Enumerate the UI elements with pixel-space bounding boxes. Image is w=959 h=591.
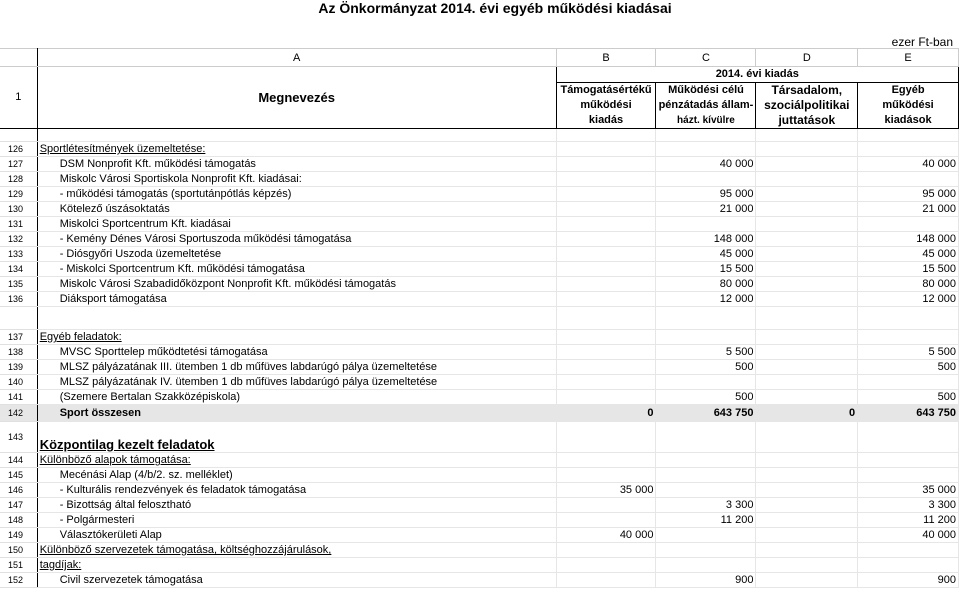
corner-cell [0,49,37,67]
cell-e[interactable]: 21 000 [858,202,959,217]
cell-name[interactable]: Különböző alapok támogatása: [37,453,556,468]
cell-c[interactable] [656,558,756,573]
cell-name[interactable]: MLSZ pályázatának IV. ütemben 1 db műfüves labdarúgó pálya üzemeltetése [37,375,556,390]
header-megnevezes: Megnevezés [37,67,556,129]
table-row [0,375,959,390]
header-col-e-l2: működési [882,99,934,111]
header-col-e-l3: kiadások [884,114,932,126]
row-number: 144 [0,453,37,468]
cell-d[interactable] [756,422,858,453]
table-row [0,292,959,307]
cell-name[interactable]: - Polgármesteri [37,513,556,528]
cell-c[interactable]: 40 000 [656,157,756,172]
cell-d[interactable] [756,129,858,142]
cell-c[interactable]: 45 000 [656,247,756,262]
cell-c[interactable] [656,375,756,390]
cell-name[interactable]: tagdíjak: [37,558,556,573]
cell-b[interactable] [556,513,656,528]
cell-b[interactable] [556,292,656,307]
cell-d[interactable] [756,483,858,498]
table-row [0,558,959,573]
row-number: 150 [0,543,37,558]
cell-name[interactable]: DSM Nonprofit Kft. működési támogatás [37,157,556,172]
header-col-d-l2: szociálpolitikai [764,98,850,112]
row-number: 142 [0,405,37,422]
cell-b[interactable] [556,262,656,277]
cell-b[interactable] [556,277,656,292]
cell-c[interactable] [656,142,756,157]
row-number: 136 [0,292,37,307]
cell-b[interactable] [556,345,656,360]
col-letter-b[interactable]: B [556,49,656,67]
cell-d[interactable] [756,468,858,483]
cell-b[interactable] [556,453,656,468]
cell-c[interactable] [656,483,756,498]
row-number: 147 [0,498,37,513]
cell-c[interactable]: 11 200 [656,513,756,528]
cell-d[interactable] [756,558,858,573]
cell-d[interactable] [756,375,858,390]
col-letter-e[interactable]: E [858,49,959,67]
cell-name[interactable]: (Szemere Bertalan Szakközépiskola) [37,390,556,405]
cell-e[interactable] [858,172,959,187]
header-col-c-l3: házt. kívülre [677,115,735,126]
cell-d[interactable] [756,217,858,232]
header-col-c-l1: Működési célú [668,84,744,96]
table-row [0,232,959,247]
cell-e[interactable]: 900 [858,573,959,588]
cell-d[interactable] [756,528,858,543]
cell-b[interactable] [556,307,656,330]
row-number: 134 [0,262,37,277]
cell-e[interactable]: 45 000 [858,247,959,262]
cell-name[interactable]: Sportlétesítmények üzemeltetése: [37,142,556,157]
cell-c[interactable] [656,330,756,345]
col-letter-d[interactable]: D [756,49,858,67]
table-row [0,498,959,513]
header-spacer-row [0,129,959,142]
table-row [0,528,959,543]
cell-e[interactable]: 3 300 [858,498,959,513]
cell-e[interactable] [858,558,959,573]
cell-name[interactable]: - Kemény Dénes Városi Sportuszoda működési támogatása [37,232,556,247]
cell-e[interactable] [858,543,959,558]
table-row [0,573,959,588]
cell-d[interactable] [756,453,858,468]
header-col-e-l1: Egyéb [891,84,925,96]
unit-label: ezer Ft-ban [891,35,953,49]
cell-c[interactable]: 500 [656,360,756,375]
cell-name[interactable]: Választókerületi Alap [37,528,556,543]
header-col-c [656,83,756,129]
row-number: 130 [0,202,37,217]
table-row [0,513,959,528]
cell-a[interactable] [37,129,556,142]
cell-d[interactable] [756,345,858,360]
cell-b[interactable] [556,558,656,573]
row-number [0,307,37,330]
cell-d[interactable] [756,202,858,217]
header-row-number: 1 [0,67,37,129]
cell-b[interactable] [556,142,656,157]
budget-table [0,48,959,588]
table-row [0,157,959,172]
cell-c[interactable] [656,217,756,232]
cell-e[interactable]: 11 200 [858,513,959,528]
cell-b[interactable] [556,468,656,483]
cell-name[interactable]: Sport összesen [37,405,556,422]
cell-b[interactable] [556,232,656,247]
cell-name[interactable]: Kötelező úszásoktatás [37,202,556,217]
cell-d[interactable] [756,142,858,157]
row-number: 149 [0,528,37,543]
cell-e[interactable] [858,142,959,157]
cell-c[interactable] [656,172,756,187]
header-group: 2014. évi kiadás [556,67,958,83]
cell-e[interactable]: 643 750 [858,405,959,422]
row-number: 140 [0,375,37,390]
table-row [0,345,959,360]
header-col-d [756,83,858,129]
row-number: 148 [0,513,37,528]
table-row [0,202,959,217]
cell-e[interactable]: 80 000 [858,277,959,292]
cell-name[interactable]: MLSZ pályázatának III. ütemben 1 db műfüves labdarúgó pálya üzemeltetése [37,360,556,375]
cell-d[interactable] [756,498,858,513]
cell-c[interactable]: 148 000 [656,232,756,247]
cell-e[interactable] [858,375,959,390]
cell-c[interactable] [656,528,756,543]
cell-b[interactable]: 35 000 [556,483,656,498]
cell-c[interactable]: 12 000 [656,292,756,307]
cell-b[interactable] [556,330,656,345]
cell-e[interactable]: 40 000 [858,157,959,172]
spacer-row [0,307,959,330]
row-number: 132 [0,232,37,247]
row-number: 139 [0,360,37,375]
cell-e[interactable] [858,422,959,453]
row-number [0,129,37,142]
cell-name[interactable]: Diáksport támogatása [37,292,556,307]
cell-b[interactable] [556,573,656,588]
cell-e[interactable] [858,330,959,345]
col-letter-c[interactable]: C [656,49,756,67]
cell-b[interactable] [556,157,656,172]
cell-d[interactable] [756,573,858,588]
cell-c[interactable]: 15 500 [656,262,756,277]
cell-b[interactable] [556,498,656,513]
cell-e[interactable] [858,307,959,330]
table-row [0,543,959,558]
cell-c[interactable] [656,468,756,483]
header-col-c-l2: pénzátadás állam- [658,99,754,111]
table-row [0,360,959,375]
cell-b[interactable] [556,543,656,558]
table-row [0,262,959,277]
cell-name[interactable]: MVSC Sporttelep működtetési támogatása [37,345,556,360]
cell-name[interactable]: Központilag kezelt feladatok [37,422,556,453]
cell-e[interactable]: 35 000 [858,483,959,498]
cell-name[interactable]: Civil szervezetek támogatása [37,573,556,588]
cell-d[interactable] [756,187,858,202]
table-row [0,172,959,187]
cell-d[interactable] [756,262,858,277]
cell-e[interactable]: 500 [858,390,959,405]
cell-name[interactable]: Miskolc Városi Szabadidőközpont Nonprofit Kft. működési támogatás [37,277,556,292]
cell-c[interactable] [656,129,756,142]
row-number: 137 [0,330,37,345]
cell-name[interactable]: - Miskolci Sportcentrum Kft. működési támogatása [37,262,556,277]
header-col-b-l3: kiadás [588,114,624,126]
cell-d[interactable]: 0 [756,405,858,422]
row-number: 141 [0,390,37,405]
table-row [0,405,959,422]
cell-d[interactable] [756,292,858,307]
cell-d[interactable] [756,390,858,405]
row-number: 151 [0,558,37,573]
table-row [0,453,959,468]
row-number: 138 [0,345,37,360]
cell-d[interactable] [756,513,858,528]
cell-e[interactable] [858,453,959,468]
cell-c[interactable]: 5 500 [656,345,756,360]
cell-d[interactable] [756,172,858,187]
header-col-d-l3: juttatások [778,113,836,127]
cell-name[interactable]: Miskolci Sportcentrum Kft. kiadásai [37,217,556,232]
cell-name[interactable]: Mecénási Alap (4/b/2. sz. melléklet) [37,468,556,483]
cell-e[interactable]: 15 500 [858,262,959,277]
cell-c[interactable]: 21 000 [656,202,756,217]
cell-b[interactable] [556,360,656,375]
column-letters-row [0,49,959,67]
cell-e[interactable]: 12 000 [858,292,959,307]
header-col-b-l2: működési [580,99,632,111]
row-number: 143 [0,422,37,453]
cell-b[interactable] [556,129,656,142]
cell-c[interactable] [656,422,756,453]
cell-d[interactable] [756,360,858,375]
cell-name[interactable]: - Kulturális rendezvények és feladatok támogatása [37,483,556,498]
cell-e[interactable]: 95 000 [858,187,959,202]
cell-name[interactable]: Egyéb feladatok: [37,330,556,345]
cell-b[interactable] [556,217,656,232]
row-number: 128 [0,172,37,187]
cell-d[interactable] [756,232,858,247]
cell-b[interactable] [556,202,656,217]
cell-d[interactable] [756,157,858,172]
cell-b[interactable]: 40 000 [556,528,656,543]
cell-name[interactable]: - Diósgyőri Uszoda üzemeltetése [37,247,556,262]
cell-c[interactable]: 900 [656,573,756,588]
row-number: 135 [0,277,37,292]
cell-e[interactable]: 500 [858,360,959,375]
cell-b[interactable] [556,247,656,262]
table-row [0,142,959,157]
cell-b[interactable] [556,422,656,453]
row-number: 133 [0,247,37,262]
cell-b[interactable] [556,187,656,202]
cell-e[interactable] [858,129,959,142]
table-row [0,468,959,483]
page-title: Az Önkormányzat 2014. évi egyéb működési kiadásai [318,0,672,16]
cell-c[interactable] [656,307,756,330]
row-number: 152 [0,573,37,588]
row-number: 127 [0,157,37,172]
cell-e[interactable]: 5 500 [858,345,959,360]
header-col-b-l1: Támogatásértékű [560,84,652,96]
cell-c[interactable]: 500 [656,390,756,405]
cell-d[interactable] [756,277,858,292]
cell-d[interactable] [756,330,858,345]
col-letter-a[interactable]: A [37,49,556,67]
cell-e[interactable]: 148 000 [858,232,959,247]
header-col-d-l1: Társadalom, [771,83,843,97]
cell-b[interactable] [556,172,656,187]
row-number: 131 [0,217,37,232]
cell-d[interactable] [756,307,858,330]
cell-b[interactable]: 0 [556,405,656,422]
header-row [0,67,959,83]
cell-b[interactable] [556,390,656,405]
cell-c[interactable]: 80 000 [656,277,756,292]
table-row [0,330,959,345]
table-row [0,422,959,453]
row-number: 129 [0,187,37,202]
cell-name[interactable]: Különböző szervezetek támogatása, költséghozzájárulások, [37,543,556,558]
row-number: 145 [0,468,37,483]
row-number: 146 [0,483,37,498]
cell-c[interactable]: 95 000 [656,187,756,202]
cell-c[interactable]: 3 300 [656,498,756,513]
row-number: 126 [0,142,37,157]
cell-c[interactable] [656,453,756,468]
cell-name[interactable]: - működési támogatás (sportutánpótlás képzés) [37,187,556,202]
cell-e[interactable] [858,468,959,483]
cell-name[interactable]: - Bizottság által felosztható [37,498,556,513]
cell-c[interactable]: 643 750 [656,405,756,422]
table-row [0,277,959,292]
table-row [0,483,959,498]
cell-d[interactable] [756,543,858,558]
cell-name[interactable] [37,307,556,330]
cell-e[interactable]: 40 000 [858,528,959,543]
table-row [0,217,959,232]
table-row [0,247,959,262]
cell-c[interactable] [656,543,756,558]
cell-e[interactable] [858,217,959,232]
table-row [0,187,959,202]
cell-name[interactable]: Miskolc Városi Sportiskola Nonprofit Kft. kiadásai: [37,172,556,187]
table-row [0,390,959,405]
cell-d[interactable] [756,247,858,262]
header-col-e [858,83,959,129]
header-col-b [556,83,656,129]
cell-b[interactable] [556,375,656,390]
